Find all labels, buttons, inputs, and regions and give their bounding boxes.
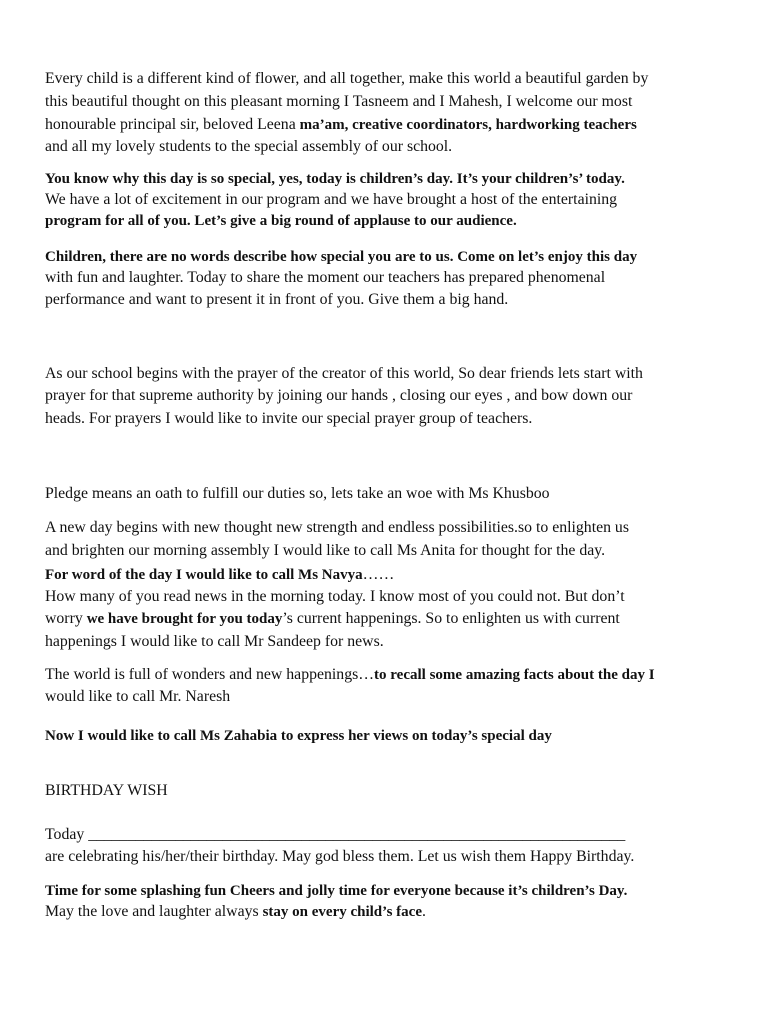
paragraph-7-line-2: would like to call Mr. Naresh <box>45 688 231 705</box>
paragraph-7-line-1-text: The world is full of wonders and new happenings… <box>45 666 375 683</box>
paragraph-6-line-5-text-a: worry <box>45 610 87 627</box>
paragraph-4-line-2: prayer for that supreme authority by joining our hands , closing our eyes , and bow down our <box>45 387 633 404</box>
paragraph-6-line-3-ellipsis: …… <box>362 566 395 583</box>
paragraph-1-line-3-bold: ma’am, creative coordinators, hardworking teachers <box>299 117 637 133</box>
paragraph-6-line-2: and brighten our morning assembly I would like to call Ms Anita for thought for the day. <box>45 542 606 559</box>
birthday-wish-heading: BIRTHDAY WISH <box>45 782 168 799</box>
paragraph-6-line-5-bold: we have brought for you today <box>86 611 283 627</box>
paragraph-10-line-2: are celebrating his/her/their birthday. May god bless them. Let us wish them Happy Birthday. <box>45 848 635 865</box>
paragraph-5-line-1: Pledge means an oath to fulfill our duties so, lets take an woe with Ms Khusboo <box>45 485 550 502</box>
paragraph-6-line-3-bold: For word of the day I would like to call Ms Navya <box>45 567 363 583</box>
paragraph-6-line-5 <box>45 608 620 631</box>
paragraph-1-line-3 <box>45 114 637 137</box>
paragraph-1-line-1: Every child is a different kind of flower, and all together, make this world a beautiful garden by <box>45 70 649 87</box>
paragraph-3-line-3: performance and want to present it in front of you. Give them a big hand. <box>45 291 509 308</box>
paragraph-1-line-2: this beautiful thought on this pleasant morning I Tasneem and I Mahesh, I welcome our most <box>45 93 633 110</box>
paragraph-2-line-3: program for all of you. Let’s give a big round of applause to our audience. <box>45 213 517 229</box>
paragraph-11-line-2 <box>45 901 426 924</box>
paragraph-3-line-1: Children, there are no words describe how special you are to us. Come on let’s enjoy this day <box>45 249 638 265</box>
paragraph-6-line-1: A new day begins with new thought new strength and endless possibilities.so to enlighten us <box>45 519 629 536</box>
paragraph-11-line-1: Time for some splashing fun Cheers and jolly time for everyone because it’s children’s Day. <box>45 883 628 899</box>
paragraph-3-line-2: with fun and laughter. Today to share the moment our teachers has prepared phenomenal <box>45 269 606 286</box>
paragraph-1-line-4: and all my lovely students to the special assembly of our school. <box>45 138 453 155</box>
paragraph-11-line-2-period: . <box>422 903 426 920</box>
paragraph-6-line-6: happenings I would like to call Mr Sandeep for news. <box>45 633 384 650</box>
paragraph-11-line-2-text: May the love and laughter always <box>45 903 263 920</box>
paragraph-8-line-1: Now I would like to call Ms Zahabia to express her views on today’s special day <box>45 728 552 744</box>
paragraph-2-line-2: We have a lot of excitement in our program and we have brought a host of the entertaining <box>45 191 618 208</box>
paragraph-2-line-1: You know why this day is so special, yes, today is children’s day. It’s your children’s’ today. <box>45 171 625 187</box>
paragraph-11-line-2-bold: stay on every child’s face <box>262 904 422 920</box>
paragraph-7-line-1-bold: to recall some amazing facts about the day I <box>374 667 655 683</box>
paragraph-6-line-3 <box>45 564 394 587</box>
paragraph-7-line-1 <box>45 664 655 687</box>
paragraph-6-line-4: How many of you read news in the morning today. I know most of you could not. But don’t <box>45 588 625 605</box>
paragraph-10-line-1 <box>45 824 625 847</box>
paragraph-1-line-3-text: honourable principal sir, beloved Leena <box>45 116 300 133</box>
paragraph-4-line-1: As our school begins with the prayer of the creator of this world, So dear friends lets start with <box>45 365 643 382</box>
paragraph-10-line-1-text: Today <box>45 826 89 843</box>
birthday-name-blank: ____________________________________________________________________ <box>88 826 626 843</box>
paragraph-6-line-5-text-b: ’s current happenings. So to enlighten us with current <box>282 610 620 627</box>
paragraph-4-line-3: heads. For prayers I would like to invite our special prayer group of teachers. <box>45 410 533 427</box>
